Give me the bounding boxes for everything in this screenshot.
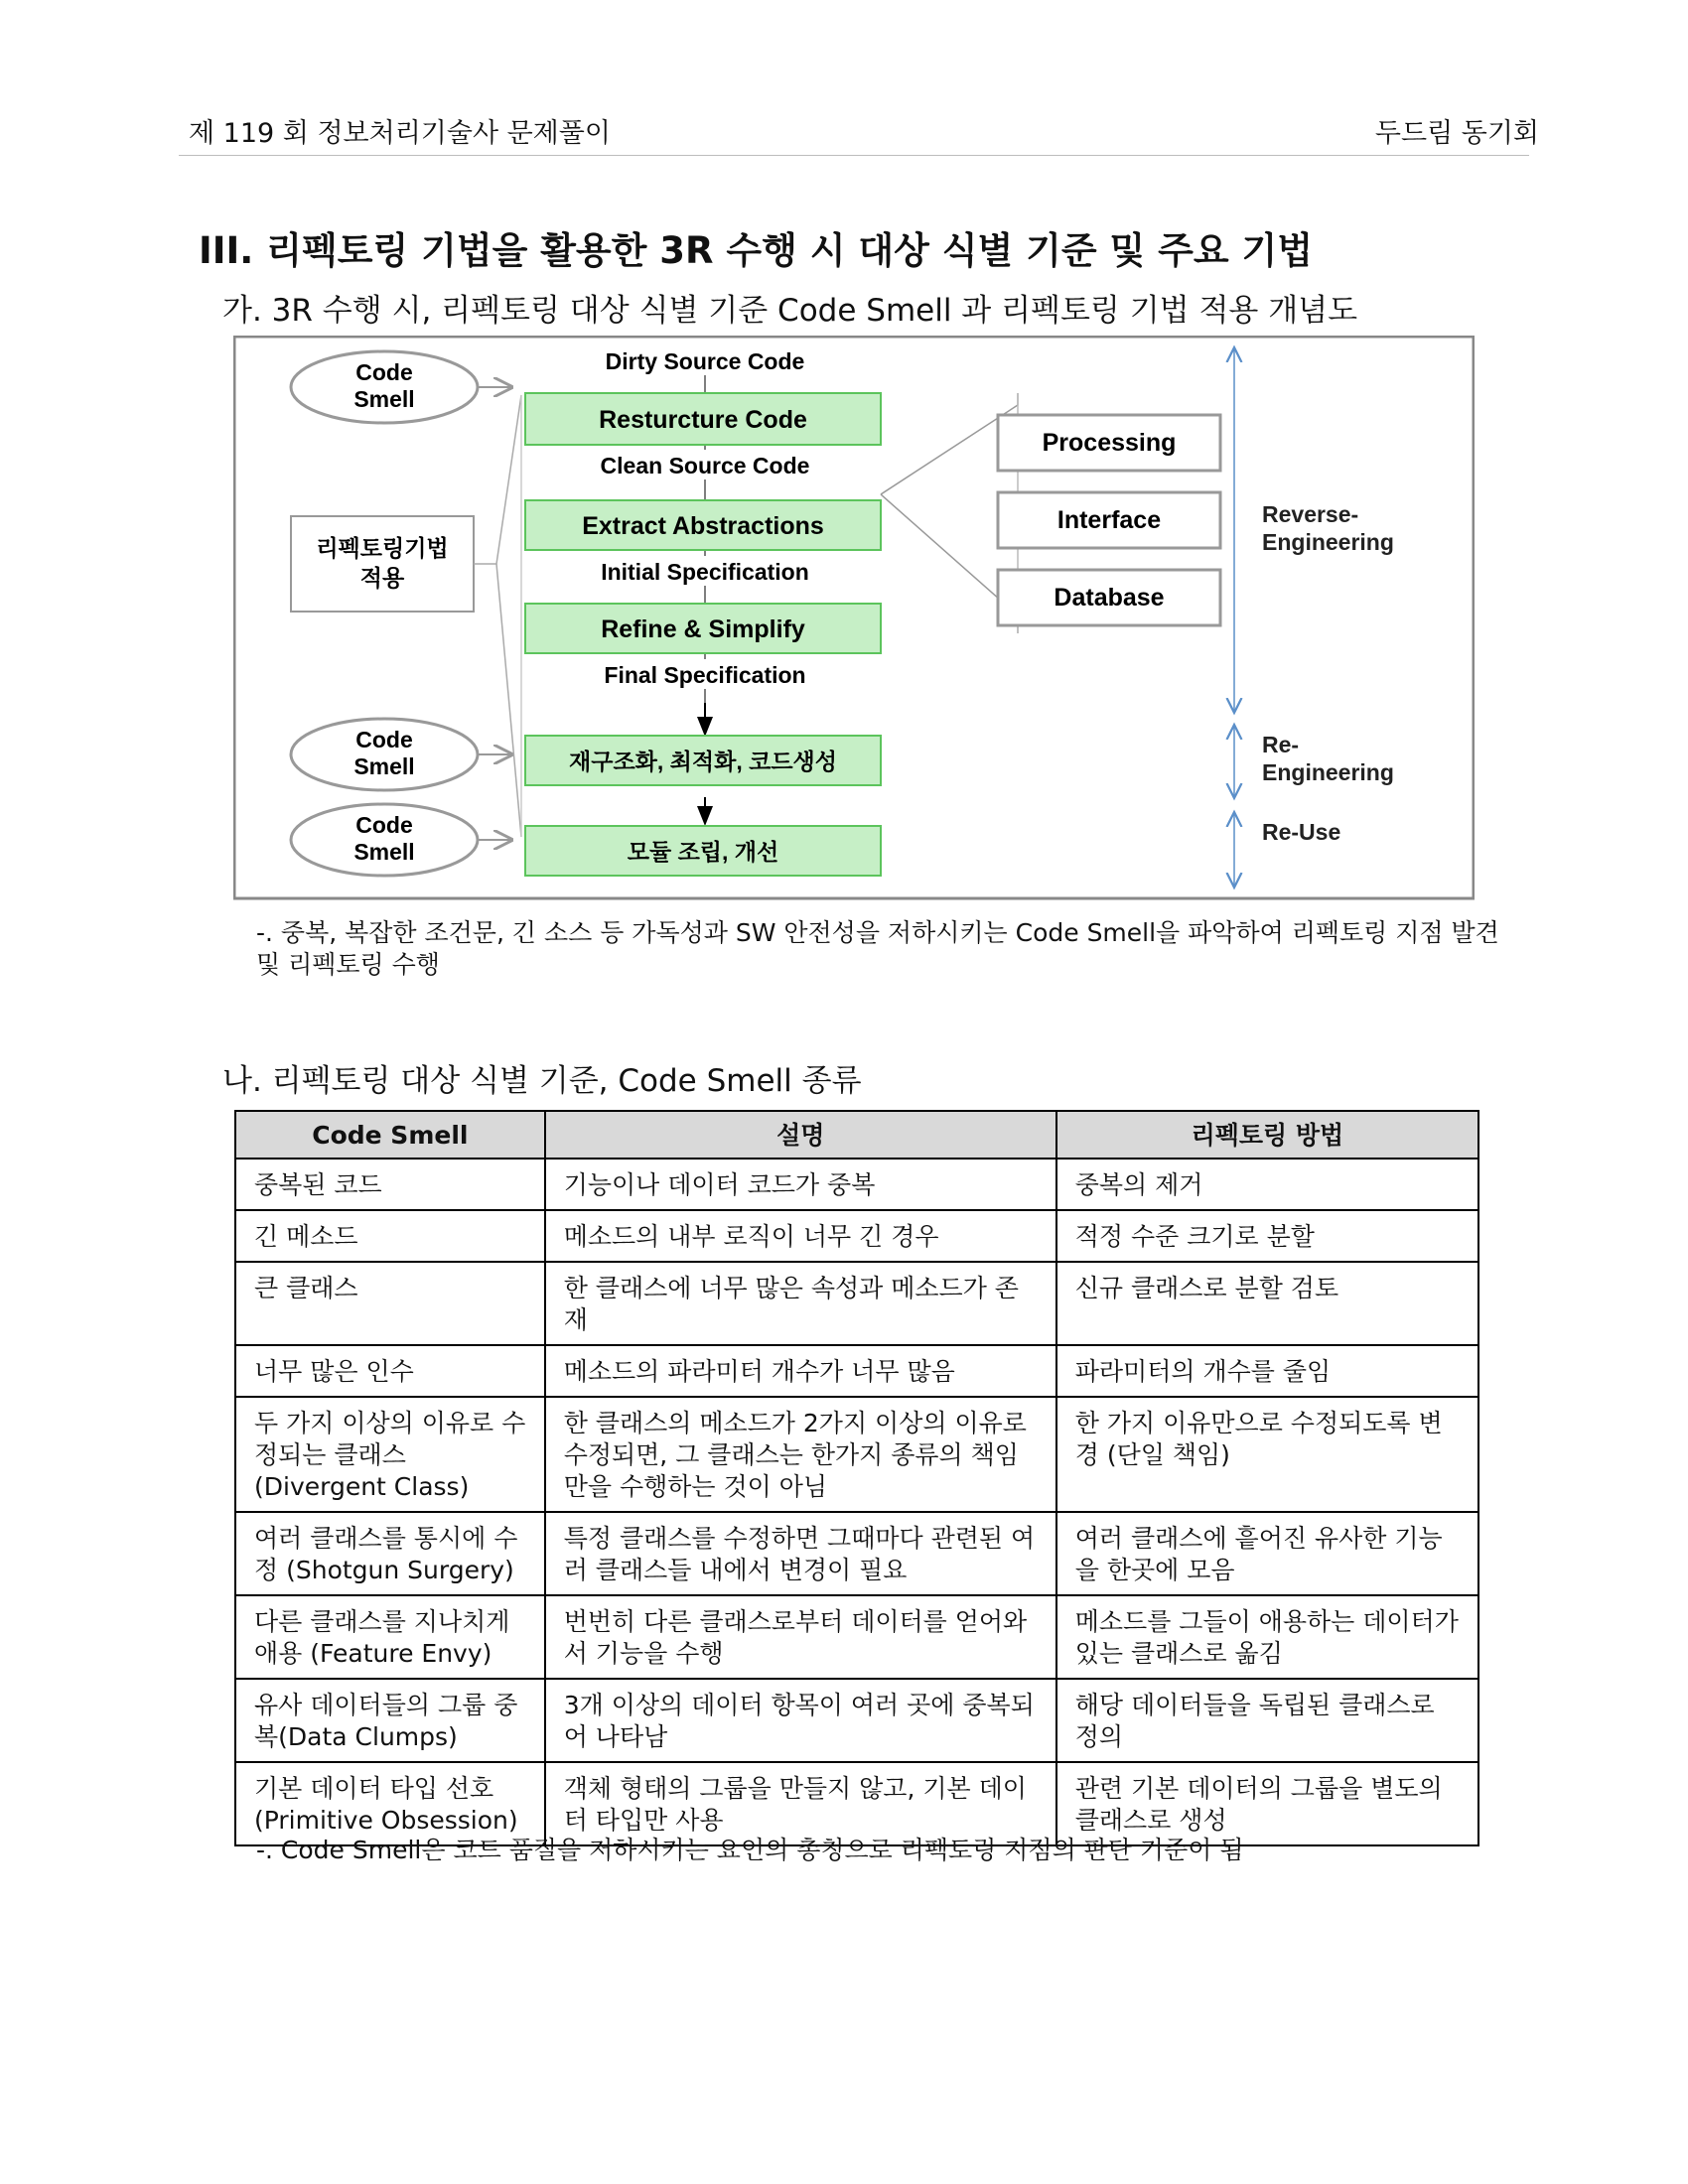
- label-reuse: Re-Use: [1262, 819, 1341, 845]
- table-cell: 여러 클래스를 통시에 수정 (Shotgun Surgery): [235, 1512, 545, 1595]
- table-cell: 큰 클래스: [235, 1262, 545, 1345]
- label-reverse-line1: Reverse-: [1262, 501, 1359, 527]
- table-cell: 중복된 코드: [235, 1159, 545, 1210]
- table-row: [235, 1762, 1478, 1845]
- table-cell: 신규 클래스로 분할 검토: [1056, 1262, 1478, 1345]
- table-row: [235, 1345, 1478, 1397]
- box-refine-simplify: [525, 604, 881, 653]
- table-row: [235, 1210, 1478, 1262]
- svg-text:적용: 적용: [359, 565, 405, 591]
- svg-text:Extract Abstractions: Extract Abstractions: [582, 512, 824, 540]
- svg-text:Smell: Smell: [353, 839, 415, 865]
- table-cell: 기본 데이터 타입 선호 (Primitive Obsession): [235, 1762, 545, 1845]
- table-cell: 너무 많은 인수: [235, 1345, 545, 1397]
- svg-text:Refine & Simplify: Refine & Simplify: [601, 615, 805, 643]
- code-smell-table: [234, 1110, 1479, 1846]
- table-cell: 적정 수준 크기로 분할: [1056, 1210, 1478, 1262]
- box-restructure-code: [525, 393, 881, 445]
- table-cell: 한 클래스의 메소드가 2가지 이상의 이유로 수정되면, 그 클래스는 한가지 종류의 책임만을 수행하는 것이 아님: [545, 1397, 1056, 1512]
- column-header: 설명: [545, 1111, 1056, 1159]
- column-header: 리펙토링 방법: [1056, 1111, 1478, 1159]
- table-cell: 중복의 제거: [1056, 1159, 1478, 1210]
- table-header-row: [235, 1111, 1478, 1159]
- label-re-line2: Engineering: [1262, 759, 1394, 785]
- page-header-title: 제 119 회 정보처리기술사 문제풀이: [189, 118, 611, 149]
- svg-text:Code: Code: [355, 812, 413, 838]
- table-cell: 유사 데이터들의 그룹 중복(Data Clumps): [235, 1679, 545, 1762]
- table-row: [235, 1595, 1478, 1679]
- table-cell: 다른 클래스를 지나치게 애용 (Feature Envy): [235, 1595, 545, 1679]
- label-final-spec: Final Specification: [604, 662, 806, 688]
- table-row: [235, 1397, 1478, 1512]
- table-cell: 두 가지 이상의 이유로 수정되는 클래스 (Divergent Class): [235, 1397, 545, 1512]
- label-initial-spec: Initial Specification: [601, 559, 809, 585]
- table-row: [235, 1512, 1478, 1595]
- label-re-line1: Re-: [1262, 732, 1300, 757]
- code-smell-oval-top: [291, 351, 478, 423]
- box-database: [998, 570, 1220, 625]
- svg-text:Code: Code: [355, 359, 413, 385]
- box-module-assembly: [525, 826, 881, 876]
- header-divider: [179, 155, 1529, 156]
- table-cell: 특정 클래스를 수정하면 그때마다 관련된 여러 클래스들 내에서 변경이 필요: [545, 1512, 1056, 1595]
- svg-text:모듈 조립, 개선: 모듈 조립, 개선: [627, 839, 779, 865]
- code-smell-oval-middle: [291, 719, 478, 790]
- table-cell: 메소드의 내부 로직이 너무 긴 경우: [545, 1210, 1056, 1262]
- box-interface: [998, 492, 1220, 548]
- table-row: [235, 1679, 1478, 1762]
- svg-text:Processing: Processing: [1042, 429, 1177, 457]
- table-row: [235, 1262, 1478, 1345]
- page-header-org: 두드림 동기회: [1374, 118, 1539, 149]
- table-cell: 메소드를 그들이 애용하는 데이터가 있는 클래스로 옮김: [1056, 1595, 1478, 1679]
- svg-text:Smell: Smell: [353, 386, 415, 412]
- svg-text:Database: Database: [1054, 584, 1165, 612]
- column-header: Code Smell: [235, 1111, 545, 1159]
- svg-text:Interface: Interface: [1056, 506, 1162, 534]
- table-row: [235, 1159, 1478, 1210]
- table-cell: 관련 기본 데이터의 그룹을 별도의 클래스로 생성: [1056, 1762, 1478, 1845]
- table-cell: 파라미터의 개수를 줄임: [1056, 1345, 1478, 1397]
- refactoring-apply-box: [291, 516, 474, 612]
- svg-text:Resturcture Code: Resturcture Code: [599, 406, 807, 434]
- subtitle-table: 나. 리펙토링 대상 식별 기준, Code Smell 종류: [222, 1063, 862, 1099]
- table-cell: 여러 클래스에 흩어진 유사한 기능을 한곳에 모음: [1056, 1512, 1478, 1595]
- label-dirty-source: Dirty Source Code: [605, 348, 805, 374]
- label-clean-source: Clean Source Code: [600, 453, 810, 478]
- table-cell: 번번히 다른 클래스로부터 데이터를 얻어와서 기능을 수행: [545, 1595, 1056, 1679]
- note-code-smell-purpose: -. 중복, 복잡한 조건문, 긴 소스 등 가독성과 SW 안전성을 저하시키는 Code Smell을 파악하여 리펙토링 지점 발견 및 리펙토링 수행: [256, 918, 1499, 979]
- table-cell: 한 가지 이유만으로 수정되도록 변경 (단일 책임): [1056, 1397, 1478, 1512]
- table-cell: 객체 형태의 그룹을 만들지 않고, 기본 데이터 타입만 사용: [545, 1762, 1056, 1845]
- table-cell: 메소드의 파라미터 개수가 너무 많음: [545, 1345, 1056, 1397]
- svg-text:Smell: Smell: [353, 753, 415, 779]
- table-cell: 3개 이상의 데이터 항목이 여러 곳에 중복되어 나타남: [545, 1679, 1056, 1762]
- box-processing: [998, 415, 1220, 471]
- svg-text:리펙토링기법: 리펙토링기법: [316, 535, 449, 561]
- table-cell: 해당 데이터들을 독립된 클래스로 정의: [1056, 1679, 1478, 1762]
- svg-text:Code: Code: [355, 727, 413, 752]
- label-reverse-line2: Engineering: [1262, 529, 1394, 555]
- table-cell: 긴 메소드: [235, 1210, 545, 1262]
- table-cell: 한 클래스에 너무 많은 속성과 메소드가 존재: [545, 1262, 1056, 1345]
- subtitle-diagram: 가. 3R 수행 시, 리펙토링 대상 식별 기준 Code Smell 과 리펙토링 기법 적용 개념도: [222, 293, 1358, 329]
- svg-text:재구조화, 최적화, 코드생성: 재구조화, 최적화, 코드생성: [569, 749, 837, 774]
- section-title: III. 리펙토링 기법을 활용한 3R 수행 시 대상 식별 기준 및 주요 기법: [199, 229, 1313, 272]
- note-code-smell-definition: -. Code Smell은 코드 품질을 저하시키는 요인의 총칭으로 리펙토링 지점의 판단 기준이 됨: [256, 1836, 1244, 1864]
- box-reengineering: [525, 736, 881, 785]
- refactoring-3r-diagram: [233, 336, 1475, 901]
- code-smell-oval-bottom: [291, 804, 478, 876]
- table-cell: 기능이나 데이터 코드가 중복: [545, 1159, 1056, 1210]
- box-extract-abstractions: [525, 500, 881, 550]
